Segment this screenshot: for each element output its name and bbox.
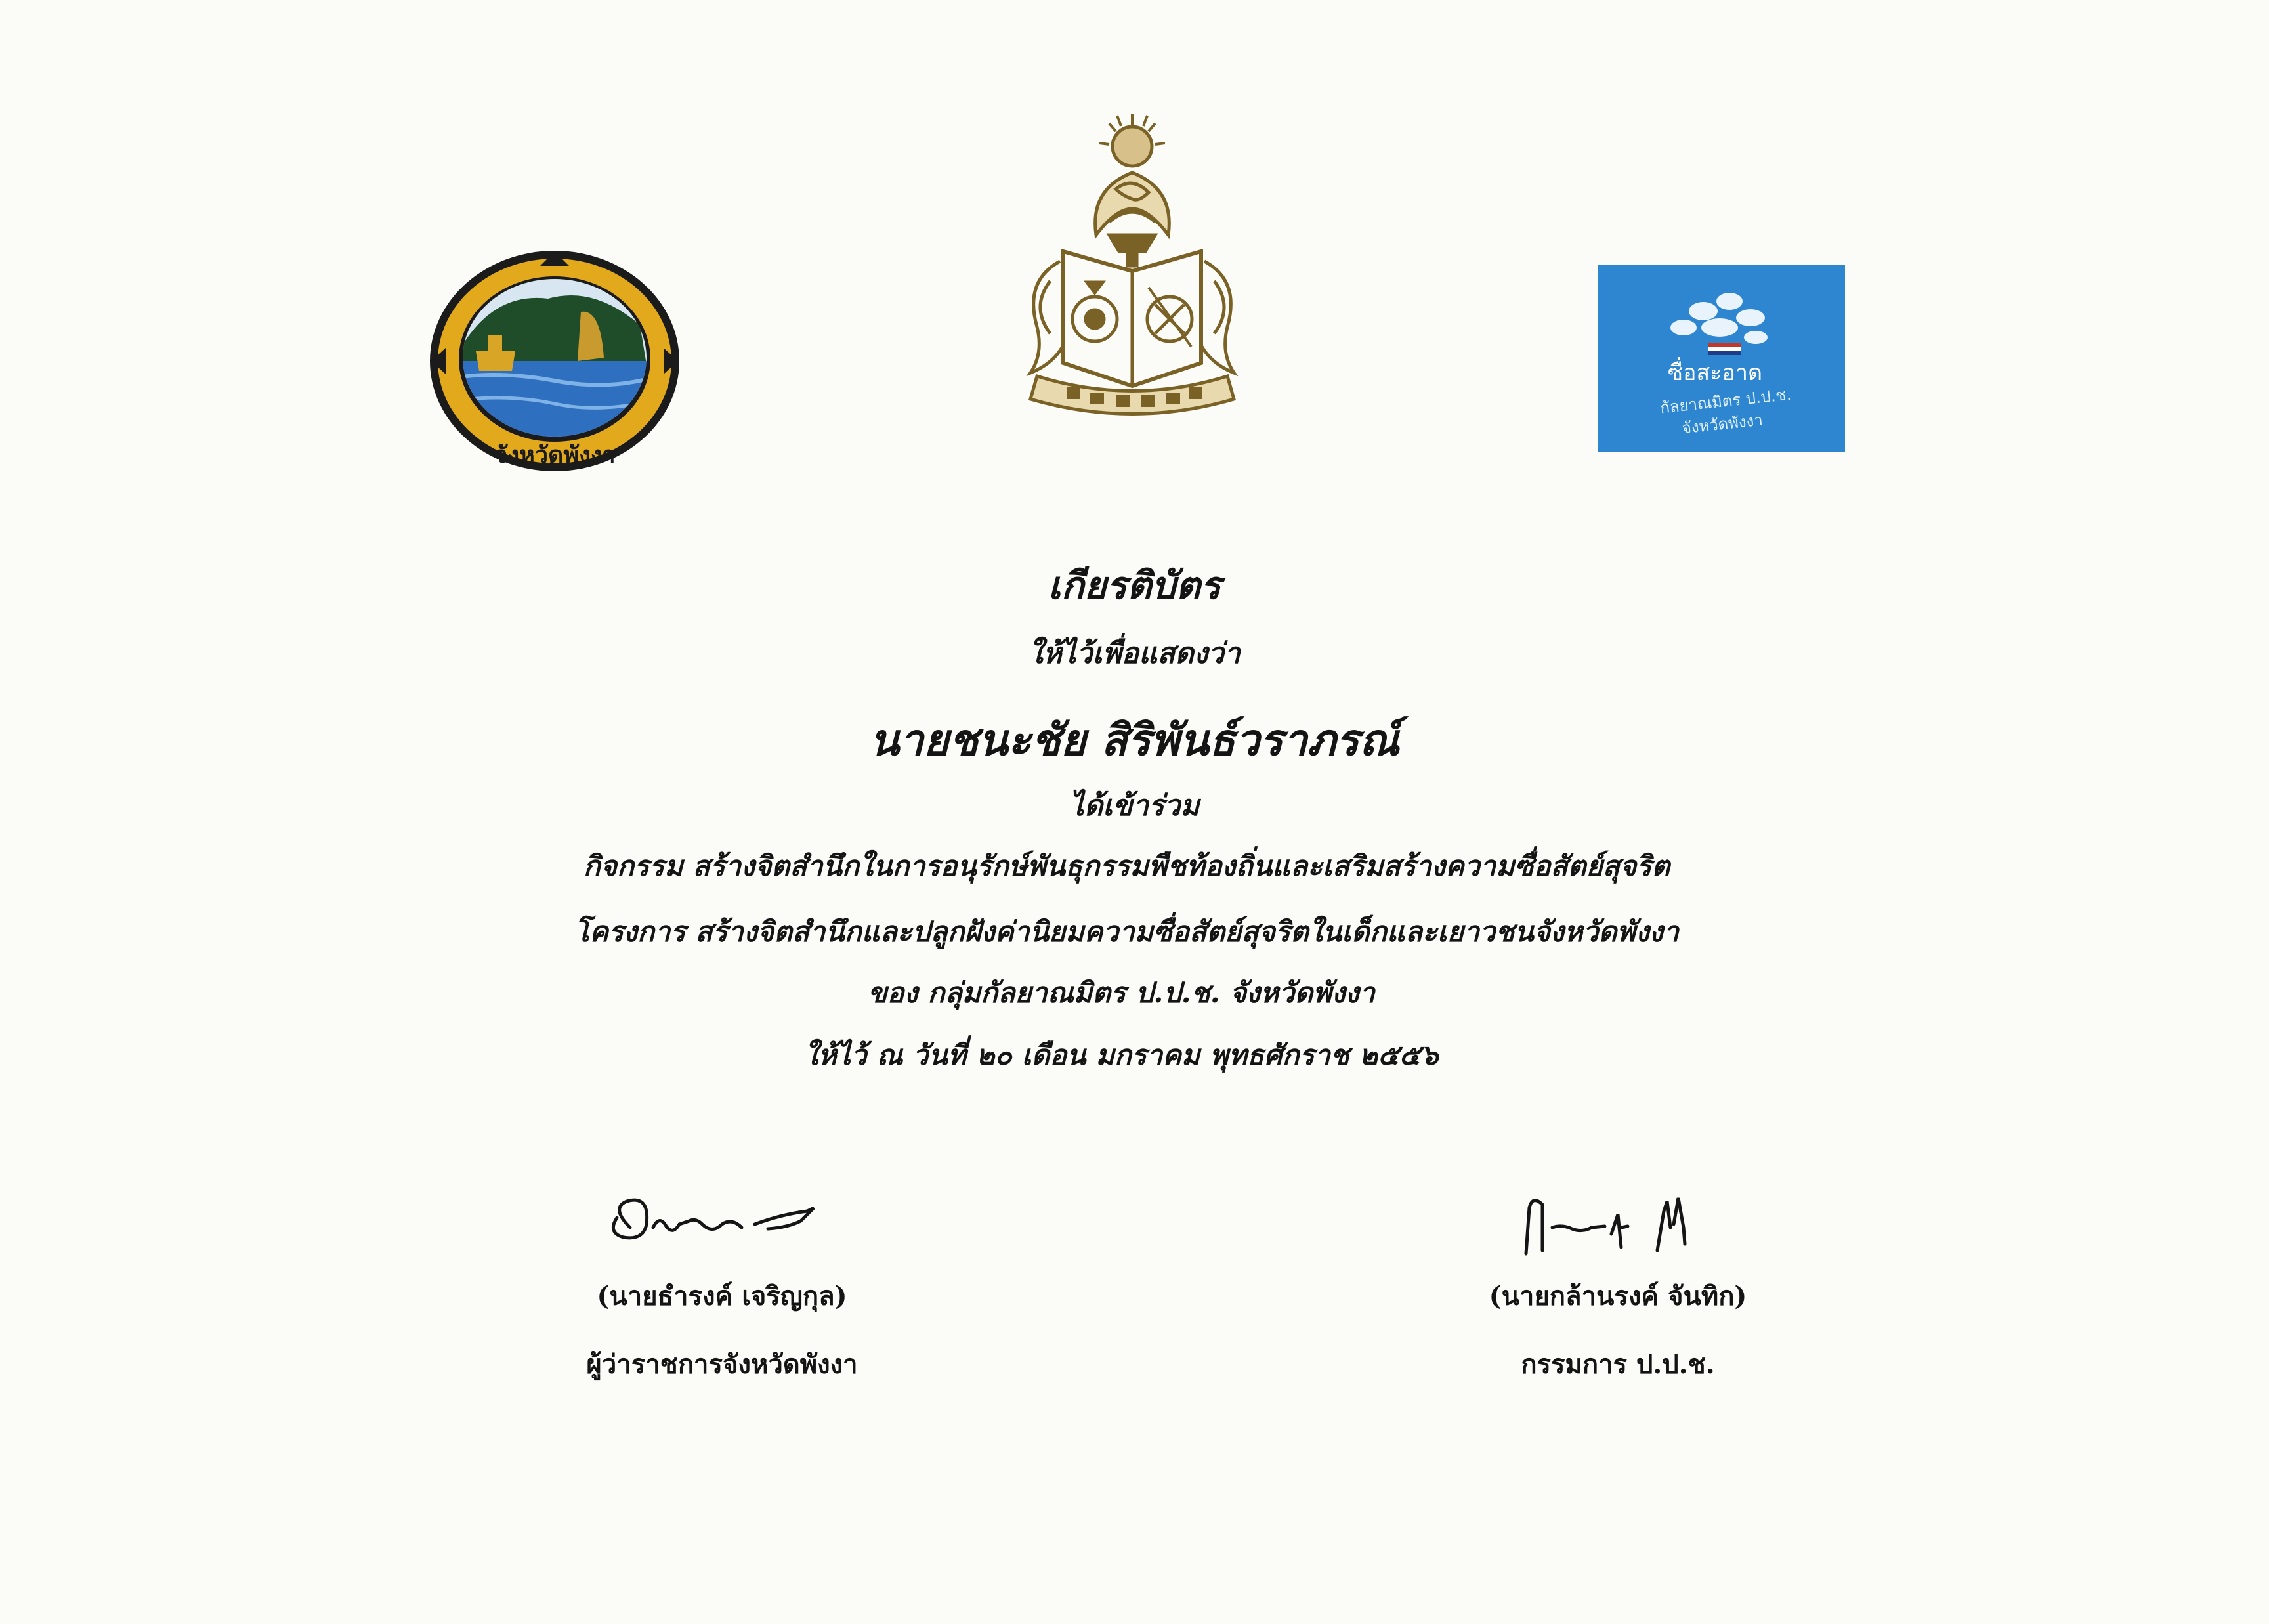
clean-logo-line2: จังหวัดพังงา — [1681, 410, 1764, 438]
signature-governor — [591, 1188, 853, 1260]
province-seal-logo — [423, 246, 689, 479]
given-date-text: ให้ไว้ ณ วันที่ ๒๐ เดือน มกราคม พุทธศักราช ๒๕๕๖ — [804, 1039, 1439, 1072]
province-seal-text: จังหวัดพังงา — [494, 442, 616, 469]
certificate-intro: ให้ไว้เพื่อแสดงว่า — [1028, 637, 1241, 670]
clean-logo-line1: กัลยาณมิตร ป.ป.ช. — [1659, 385, 1792, 417]
signatory-name-governor: (นายธำรงค์ เจริญกุล) — [597, 1281, 847, 1312]
certificate-title: เกียรติบัตร — [1048, 563, 1221, 608]
clean-logo-title: ซื่อสะอาด — [1667, 360, 1763, 386]
signature-block-governor — [551, 1188, 893, 1385]
joined-text: ได้เข้าร่วม — [1069, 789, 1200, 823]
signatory-title-commissioner: กรรมการ ป.ป.ช. — [1521, 1349, 1715, 1380]
signatory-title-governor: ผู้ว่าราชการจังหวัดพังงา — [586, 1349, 858, 1380]
nacc-emblem-logo — [1011, 110, 1254, 422]
clean-campaign-logo — [1598, 265, 1845, 452]
signature-block-commissioner — [1454, 1188, 1782, 1385]
project-text: โครงการ สร้างจิตสำนึกและปลูกฝังค่านิยมความซื่อสัตย์สุจริตในเด็กและเยาวชนจังหวัดพังงา — [574, 916, 1679, 949]
signature-commissioner — [1506, 1188, 1729, 1260]
recipient-name: นายชนะชัย สิริพันธ์วราภรณ์ — [869, 714, 1400, 765]
signatory-name-commissioner: (นายกล้านรงค์ จันทิก) — [1489, 1281, 1747, 1312]
activity-text: กิจกรรม สร้างจิตสำนึกในการอนุรักษ์พันธุกรรมพืชท้องถิ่นและเสริมสร้างความซื่อสัตย์สุจริต — [583, 850, 1670, 883]
organizer-text: ของ กลุ่มกัลยาณมิตร ป.ป.ช. จังหวัดพังงา — [868, 977, 1375, 1010]
